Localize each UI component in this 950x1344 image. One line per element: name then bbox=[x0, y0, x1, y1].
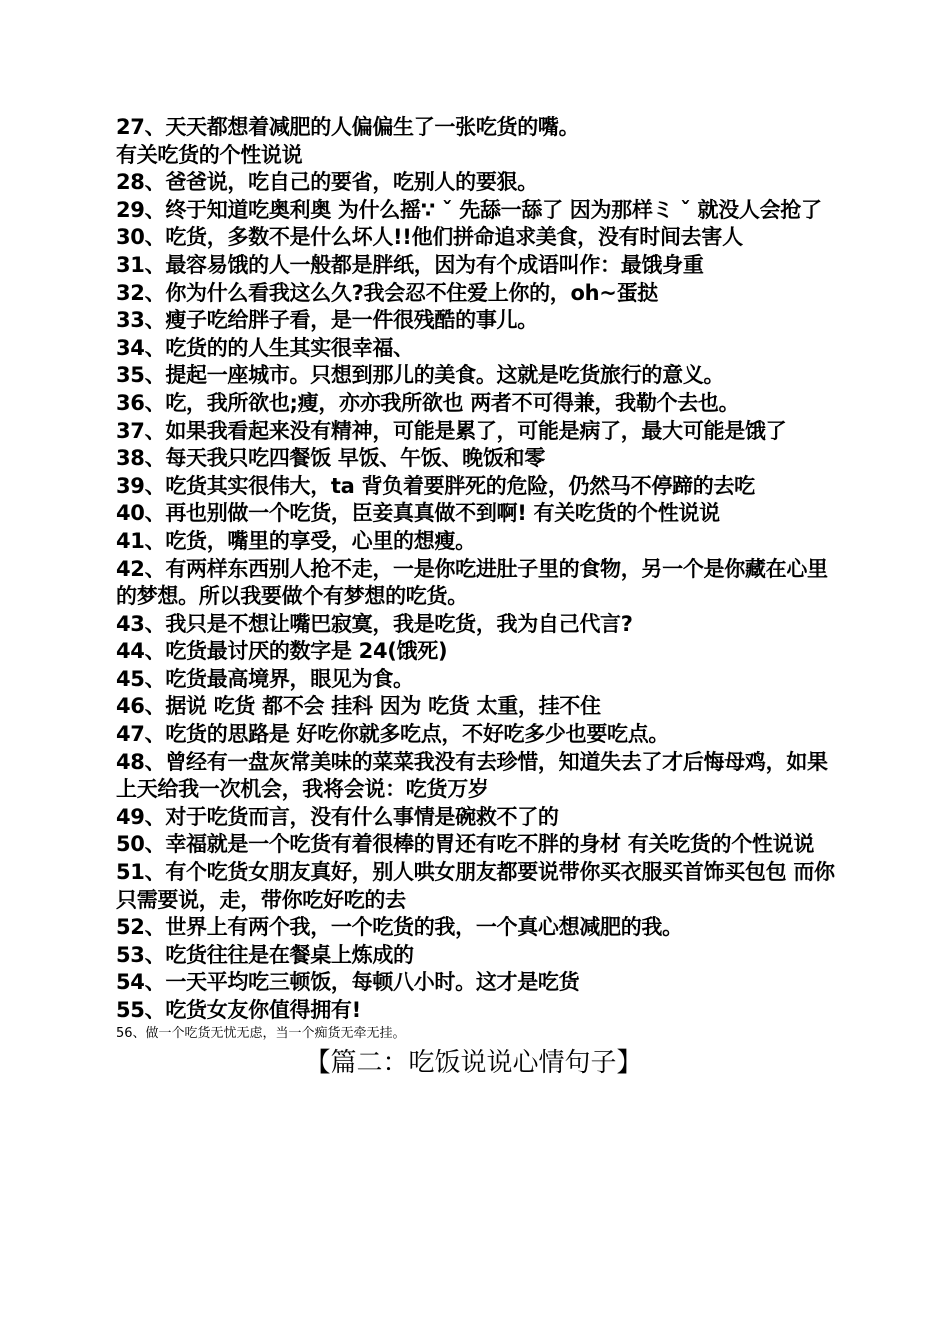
text-line: 27、天天都想着减肥的人偏偏生了一张吃货的嘴。 bbox=[116, 115, 580, 139]
text-line: 55、吃货女友你值得拥有! bbox=[116, 998, 361, 1022]
text-line: 45、吃货最高境界，眼见为食。 bbox=[116, 666, 414, 691]
text-line: 46、据说 吃货 都不会 挂科 因为 吃货 太重，挂不住 bbox=[116, 694, 601, 719]
text-line: 44、吃货最讨厌的数字是 24(饿死) bbox=[116, 639, 448, 664]
text-line: 38、每天我只吃四餐饭 早饭、午饭、晚饭和零 bbox=[116, 446, 545, 471]
text-line: 32、你为什么看我这么久?我会忍不住爱上你的，oh~蛋挞 bbox=[116, 280, 658, 305]
document-page bbox=[116, 114, 836, 1081]
section-heading: 【篇二：吃饭说说心情句子】 bbox=[304, 1047, 643, 1078]
text-line: 39、吃货其实很伟大，ta 背负着要胖死的危险，仍然马不停蹄的去吃 bbox=[116, 473, 755, 498]
text-line: 37、如果我看起来没有精神，可能是累了，可能是病了，最大可能是饿了 bbox=[116, 418, 787, 443]
text-line: 34、吃货的的人生其实很幸福、 bbox=[116, 335, 414, 360]
text-line: 31、最容易饿的人一般都是胖纸，因为有个成语叫作：最饿身重 bbox=[116, 252, 704, 277]
text-line: 29、终于知道吃奥利奥 为什么摇∵ ˇ 先舔一舔了 因为那样ミ ˇ 就没人会抢了 bbox=[116, 197, 822, 222]
text-line: 53、吃货往往是在餐桌上炼成的 bbox=[116, 942, 414, 967]
text-line: 33、瘦子吃给胖子看，是一件很残酷的事儿。 bbox=[116, 308, 538, 333]
text-line: 30、吃货，多数不是什么坏人!!他们拼命追求美食，没有时间去害人 bbox=[116, 225, 743, 250]
section-subtitle: 有关吃货的个性说说 bbox=[116, 142, 303, 167]
text-line: 50、幸福就是一个吃货有着很棒的胃还有吃不胖的身材 有关吃货的个性说说 bbox=[116, 832, 815, 857]
text-line: 48、曾经有一盘灰常美味的菜菜我没有去珍惜，知道失去了才后悔母鸡，如果上天给我一次机会，我将会说：吃货万岁 bbox=[116, 749, 828, 802]
text-line: 36、吃，我所欲也;瘦，亦亦我所欲也 两者不可得兼，我勒个去也。 bbox=[116, 390, 740, 415]
text-line: 47、吃货的思路是 好吃你就多吃点，不好吃多少也要吃点。 bbox=[116, 722, 670, 747]
text-line: 43、我只是不想让嘴巴寂寞，我是吃货，我为自己代言? bbox=[116, 611, 633, 636]
text-line: 49、对于吃货而言，没有什么事情是碗救不了的 bbox=[116, 804, 559, 829]
text-line: 35、提起一座城市。只想到那儿的美食。这就是吃货旅行的意义。 bbox=[116, 363, 725, 388]
text-line: 52、世界上有两个我，一个吃货的我，一个真心想减肥的我。 bbox=[116, 915, 683, 940]
text-line: 40、再也别做一个吃货，臣妾真真做不到啊! 有关吃货的个性说说 bbox=[116, 501, 720, 526]
text-line: 42、有两样东西别人抢不走，一是你吃进肚子里的食物，另一个是你藏在心里的梦想。所以我要做个有梦想的吃货。 bbox=[116, 556, 828, 609]
small-text-line: 56、做一个吃货无忧无虑，当一个痴货无牵无挂。 bbox=[116, 1025, 406, 1041]
text-line: 51、有个吃货女朋友真好，别人哄女朋友都要说带你买衣服买首饰买包包 而你只需要说，走，带你吃好吃的去 bbox=[116, 860, 835, 912]
text-line: 54、一天平均吃三顿饭，每顿八小时。这才是吃货 bbox=[116, 970, 580, 995]
text-line: 41、吃货，嘴里的享受，心里的想瘦。 bbox=[116, 528, 476, 553]
text-line: 28、爸爸说，吃自己的要省，吃别人的要狠。 bbox=[116, 170, 538, 195]
